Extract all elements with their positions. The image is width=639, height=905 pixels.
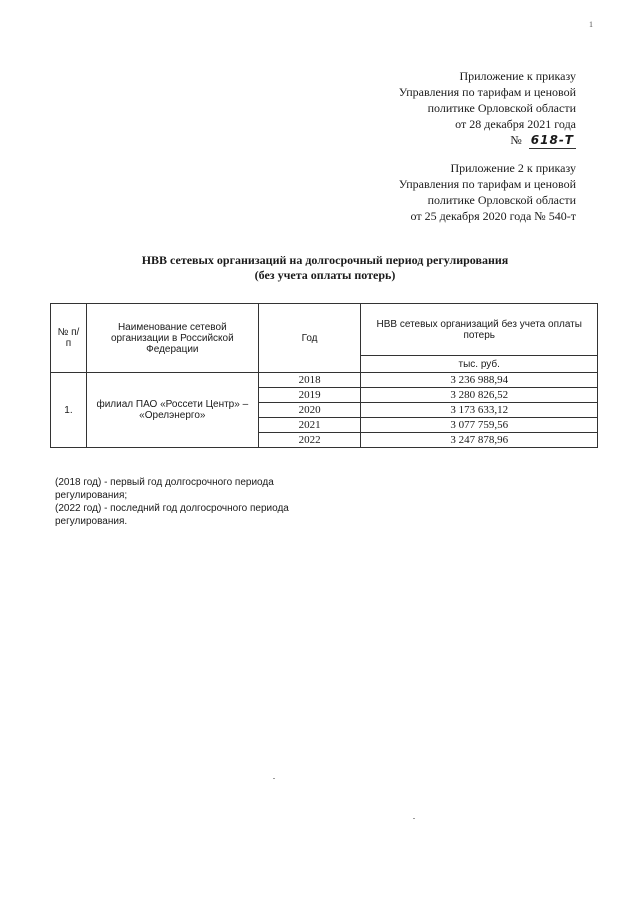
header-num: № п/п [51,304,87,373]
footnote-line: (2022 год) - последний год долгосрочного периода [55,503,289,514]
title-line-2: (без учета оплаты потерь) [254,268,396,282]
header-unit: тыс. руб. [361,356,598,373]
footnote-line: регулирования; [55,490,128,501]
scan-speck [413,818,415,819]
appendix-previous-line: Приложение 2 к приказу [450,161,576,175]
table-header-row [51,304,598,356]
appendix-previous-line: Управления по тарифам и ценовой [398,177,576,191]
appendix-current-line: политике Орловской области [427,101,576,115]
appendix-current-line: Управления по тарифам и ценовой [398,85,576,99]
appendix-previous [399,160,576,224]
appendix-current-line: от 28 декабря 2021 года [455,117,576,131]
footnote-line: регулирования. [55,516,128,527]
organization-name: филиал ПАО «Россети Центр» – «Орелэнерго» [86,373,258,448]
handwritten-order-number: 618-Т [530,133,574,147]
appendix-current-number [399,132,576,149]
row-number: 1. [51,373,87,448]
year-cell: 2022 [258,433,361,448]
appendix-previous-line: от 25 декабря 2020 года № 540-т [410,209,576,223]
year-cell: 2021 [258,418,361,433]
value-cell: 3 077 759,56 [361,418,598,433]
year-cell: 2019 [258,388,361,403]
footnotes [55,476,289,528]
nvv-table [50,303,598,448]
number-sign: № [510,133,522,147]
year-cell: 2018 [258,373,361,388]
footnote-line: (2018 год) - первый год долгосрочного периода [55,477,274,488]
corner-mark: 1 [589,20,593,29]
year-cell: 2020 [258,403,361,418]
value-cell: 3 236 988,94 [361,373,598,388]
value-cell: 3 280 826,52 [361,388,598,403]
header-year: Год [258,304,361,373]
table-row [51,373,598,388]
appendix-previous-line: политике Орловской области [427,193,576,207]
header-organization: Наименование сетевой организации в Российской Федерации [86,304,258,373]
appendix-current-line: Приложение к приказу [459,69,576,83]
appendix-current [399,68,576,149]
title-line-1: НВВ сетевых организаций на долгосрочный период регулирования [141,253,509,267]
document-title [90,253,560,283]
value-cell: 3 173 633,12 [361,403,598,418]
value-cell: 3 247 878,96 [361,433,598,448]
scan-speck [273,778,275,779]
header-nvv: НВВ сетевых организаций без учета оплаты потерь [361,304,598,356]
